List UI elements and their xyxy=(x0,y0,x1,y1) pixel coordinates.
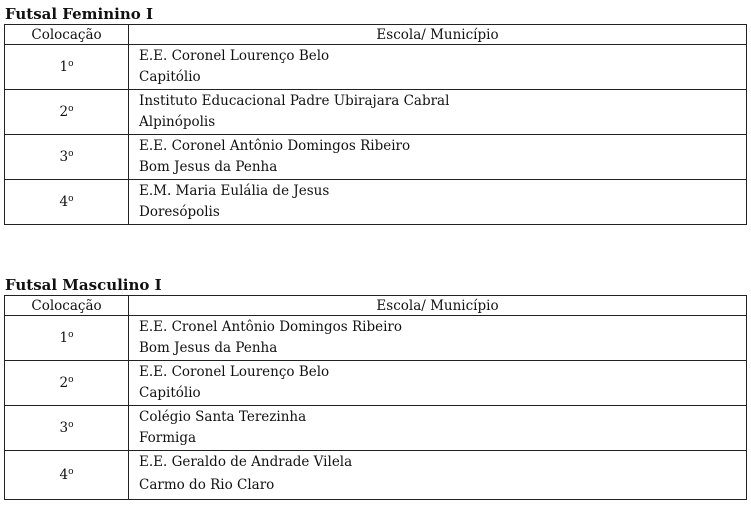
results-table xyxy=(4,24,747,225)
ordinal-indicator: o xyxy=(68,330,74,340)
section-futsal-feminino xyxy=(4,4,746,225)
ordinal-indicator: o xyxy=(68,59,74,69)
table-header-row xyxy=(5,296,747,316)
ordinal-indicator: o xyxy=(68,420,74,430)
section-futsal-masculino xyxy=(4,275,746,500)
ordinal-indicator: o xyxy=(68,194,74,204)
placement-number: 4 xyxy=(59,194,69,210)
school-name: E.E. Geraldo de Andrade Vilela xyxy=(139,454,353,470)
school-name: E.E. Coronel Lourenço Belo xyxy=(139,364,330,380)
header-placement: Colocação xyxy=(5,25,129,45)
city-name: Doresópolis xyxy=(139,204,220,220)
placement-cell xyxy=(5,180,129,225)
placement-number: 3 xyxy=(59,149,69,165)
placement-cell xyxy=(5,316,129,361)
placement-number: 2 xyxy=(59,375,69,391)
city-name: Formiga xyxy=(139,430,197,446)
placement-cell xyxy=(5,45,129,90)
table-row xyxy=(5,135,747,180)
placement-number: 1 xyxy=(59,59,69,75)
school-cell xyxy=(129,135,747,180)
school-name: E.E. Coronel Lourenço Belo xyxy=(139,48,330,64)
header-placement: Colocação xyxy=(5,296,129,316)
city-name: Capitólio xyxy=(139,69,201,85)
table-row xyxy=(5,45,747,90)
table-row xyxy=(5,316,747,361)
table-row xyxy=(5,406,747,451)
placement-number: 3 xyxy=(59,420,69,436)
school-name: E.E. Coronel Antônio Domingos Ribeiro xyxy=(139,138,411,154)
city-name: Bom Jesus da Penha xyxy=(139,340,278,356)
ordinal-indicator: o xyxy=(68,149,74,159)
table-row xyxy=(5,90,747,135)
table-row xyxy=(5,451,747,500)
placement-cell xyxy=(5,135,129,180)
ordinal-indicator: o xyxy=(68,467,74,477)
school-name: E.E. Cronel Antônio Domingos Ribeiro xyxy=(139,319,402,335)
school-cell xyxy=(129,361,747,406)
table-row xyxy=(5,180,747,225)
placement-number: 1 xyxy=(59,330,69,346)
placement-cell xyxy=(5,361,129,406)
school-cell xyxy=(129,180,747,225)
school-name: Instituto Educacional Padre Ubirajara Cabral xyxy=(139,93,450,109)
city-name: Bom Jesus da Penha xyxy=(139,159,278,175)
school-cell xyxy=(129,316,747,361)
placement-number: 4 xyxy=(59,467,69,483)
header-school-city: Escola/ Município xyxy=(129,296,747,316)
school-name: E.M. Maria Eulália de Jesus xyxy=(139,183,330,199)
school-cell xyxy=(129,90,747,135)
school-cell xyxy=(129,451,747,500)
section-title: Futsal Feminino I xyxy=(5,5,154,23)
school-cell xyxy=(129,45,747,90)
ordinal-indicator: o xyxy=(68,104,74,114)
header-school-city: Escola/ Município xyxy=(129,25,747,45)
school-cell xyxy=(129,406,747,451)
ordinal-indicator: o xyxy=(68,375,74,385)
placement-cell xyxy=(5,90,129,135)
results-table xyxy=(4,295,747,500)
placement-number: 2 xyxy=(59,104,69,120)
city-name: Carmo do Rio Claro xyxy=(139,477,275,493)
section-title: Futsal Masculino I xyxy=(5,276,162,294)
school-name: Colégio Santa Terezinha xyxy=(139,409,307,425)
placement-cell xyxy=(5,406,129,451)
table-header-row xyxy=(5,25,747,45)
placement-cell xyxy=(5,451,129,500)
table-row xyxy=(5,361,747,406)
city-name: Capitólio xyxy=(139,385,201,401)
city-name: Alpinópolis xyxy=(139,114,216,130)
